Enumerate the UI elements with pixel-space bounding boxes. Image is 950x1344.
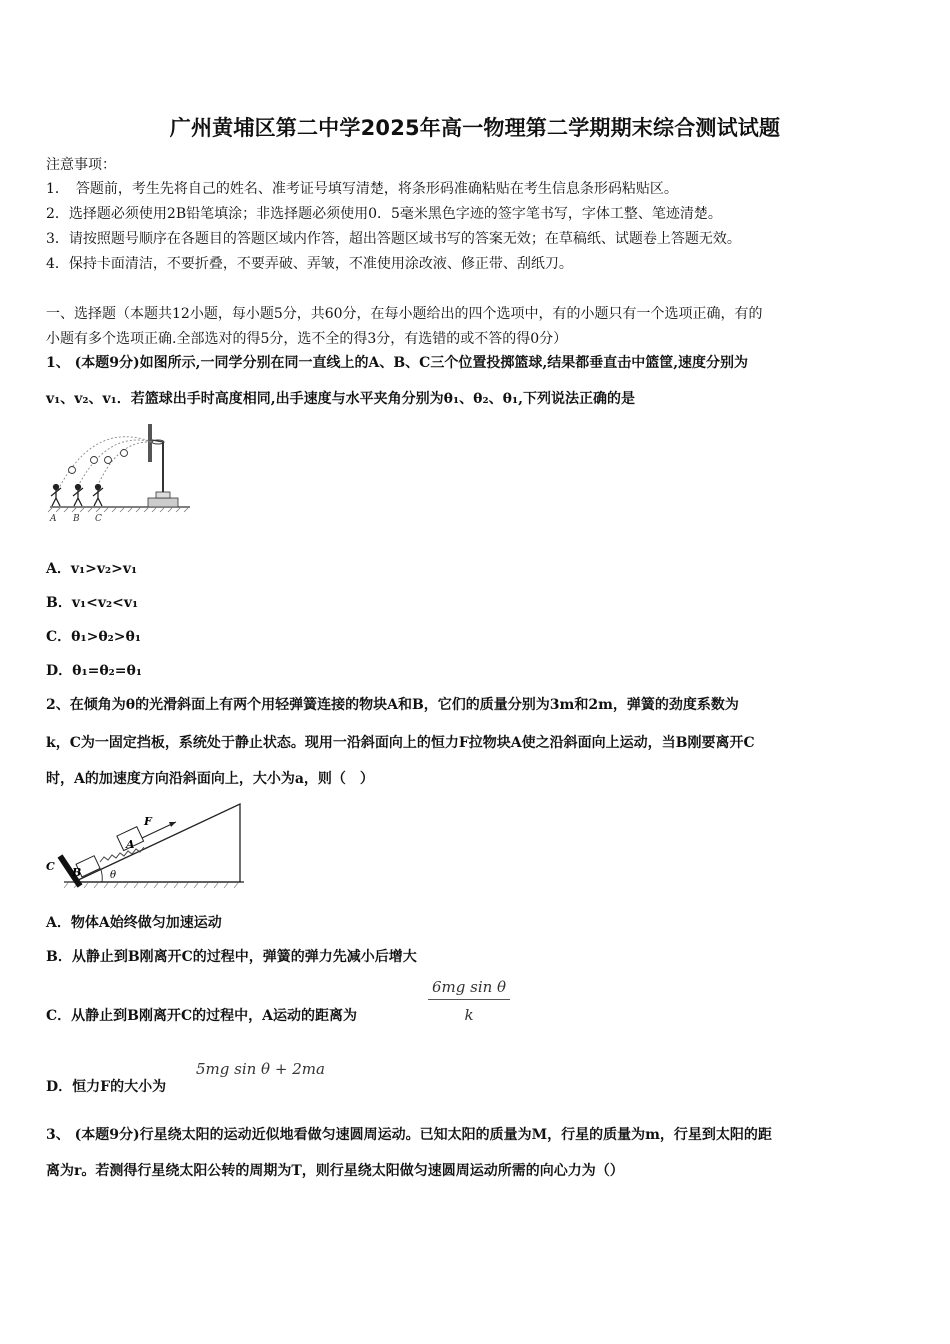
q1-stem-cont: v₁、v₂、v₁．若篮球出手时高度相同,出手速度与水平夹角分别为θ₁、θ₂、θ₁,下列说法正确的是 [46,391,635,407]
label-b: B [72,866,82,879]
q2-option-d: D．恒力F的大小为 [46,1079,167,1095]
q2-option-b: B．从静止到B刚离开C的过程中，弹簧的弹力先减小后增大 [46,949,417,965]
q2-stem: 2、在倾角为θ的光滑斜面上有两个用轻弹簧连接的物块A和B，它们的质量分别为3m和2m，弹簧的劲度系数为 [46,697,739,713]
q3-stem: 3、 (本题9分)行星绕太阳的运动近似地看做匀速圆周运动。已知太阳的质量为M，行星的质量为m，行星到太阳的距 [46,1127,772,1143]
section-heading-cont: 小题有多个选项正确.全部选对的得5分，选不全的得3分，有选错的或不答的得0分） [46,331,568,347]
incline-figure [44,800,249,892]
section-heading: 一、选择题（本题共12小题，每小题5分，共60分，在每小题给出的四个选项中，有的小题只有一个选项正确，有的 [46,306,763,322]
page-title: 广州黄埔区第二中学2025年高一物理第二学期期末综合测试试题 [169,116,781,140]
label-theta: θ [110,870,117,881]
q2-stem-cont: k，C为一固定挡板，系统处于静止状态。现用一沿斜面向上的恒力F拉物块A使之沿斜面向上运动，当B刚要离开C [46,735,755,751]
notice-item: 1． 答题前，考生先将自己的姓名、准考证号填写清楚，将条形码准确粘贴在考生信息条形码粘贴区。 [46,181,678,197]
q3-stem-cont: 离为r。若测得行星绕太阳公转的周期为T，则行星绕太阳做匀速圆周运动所需的向心力为（） [46,1163,624,1179]
student-figures [51,485,103,507]
q1-option-d: D．θ₁=θ₂=θ₁ [46,663,143,679]
basket-stand [148,424,178,507]
notice-item: 3．请按照题号顺序在各题目的答题区域内作答，超出答题区域书写的答案无效；在草稿纸、试题卷上答题无效。 [46,231,741,247]
fig-label-c: C [95,514,102,524]
q2-option-a: A．物体A始终做匀加速运动 [46,915,222,931]
label-a: A [126,838,135,851]
q2-option-c: C．从静止到B刚离开C的过程中，A运动的距离为 [46,1008,357,1024]
notice-item: 2．选择题必须使用2B铅笔填涂；非选择题必须使用0．5毫米黑色字迹的签字笔书写，字体工整、笔迹清楚。 [46,206,722,222]
label-f: F [144,815,152,828]
basketball-figure [44,420,194,525]
basketballs [69,450,128,474]
q1-option-a: A．v₁>v₂>v₁ [46,561,138,577]
notice-item: 4．保持卡面清洁，不要折叠，不要弄破、弄皱，不准使用涂改液、修正带、刮纸刀。 [46,256,573,272]
q1-stem: 1、 (本题9分)如图所示,一同学分别在同一直线上的A、B、C三个位置投掷篮球,结果都垂直击中篮筐,速度分别为 [46,355,749,371]
label-c: C [46,860,55,873]
notice-heading: 注意事项： [46,157,116,173]
formula-fraction [428,978,510,1024]
fig-label-b: B [73,514,80,524]
q2-stem-cont: 时，A的加速度方向沿斜面向上，大小为a，则（ ） [46,771,374,787]
ball-trajectories [58,437,152,490]
q1-option-c: C．θ₁>θ₂>θ₁ [46,629,142,645]
fraction-denominator: k [464,1006,474,1024]
fig-label-a: A [50,514,57,524]
formula-force: 5mg sin θ + 2ma [196,1060,325,1078]
fraction-numerator: 6mg sin θ [428,978,510,1000]
q1-option-b: B．v₁<v₂<v₁ [46,595,139,611]
